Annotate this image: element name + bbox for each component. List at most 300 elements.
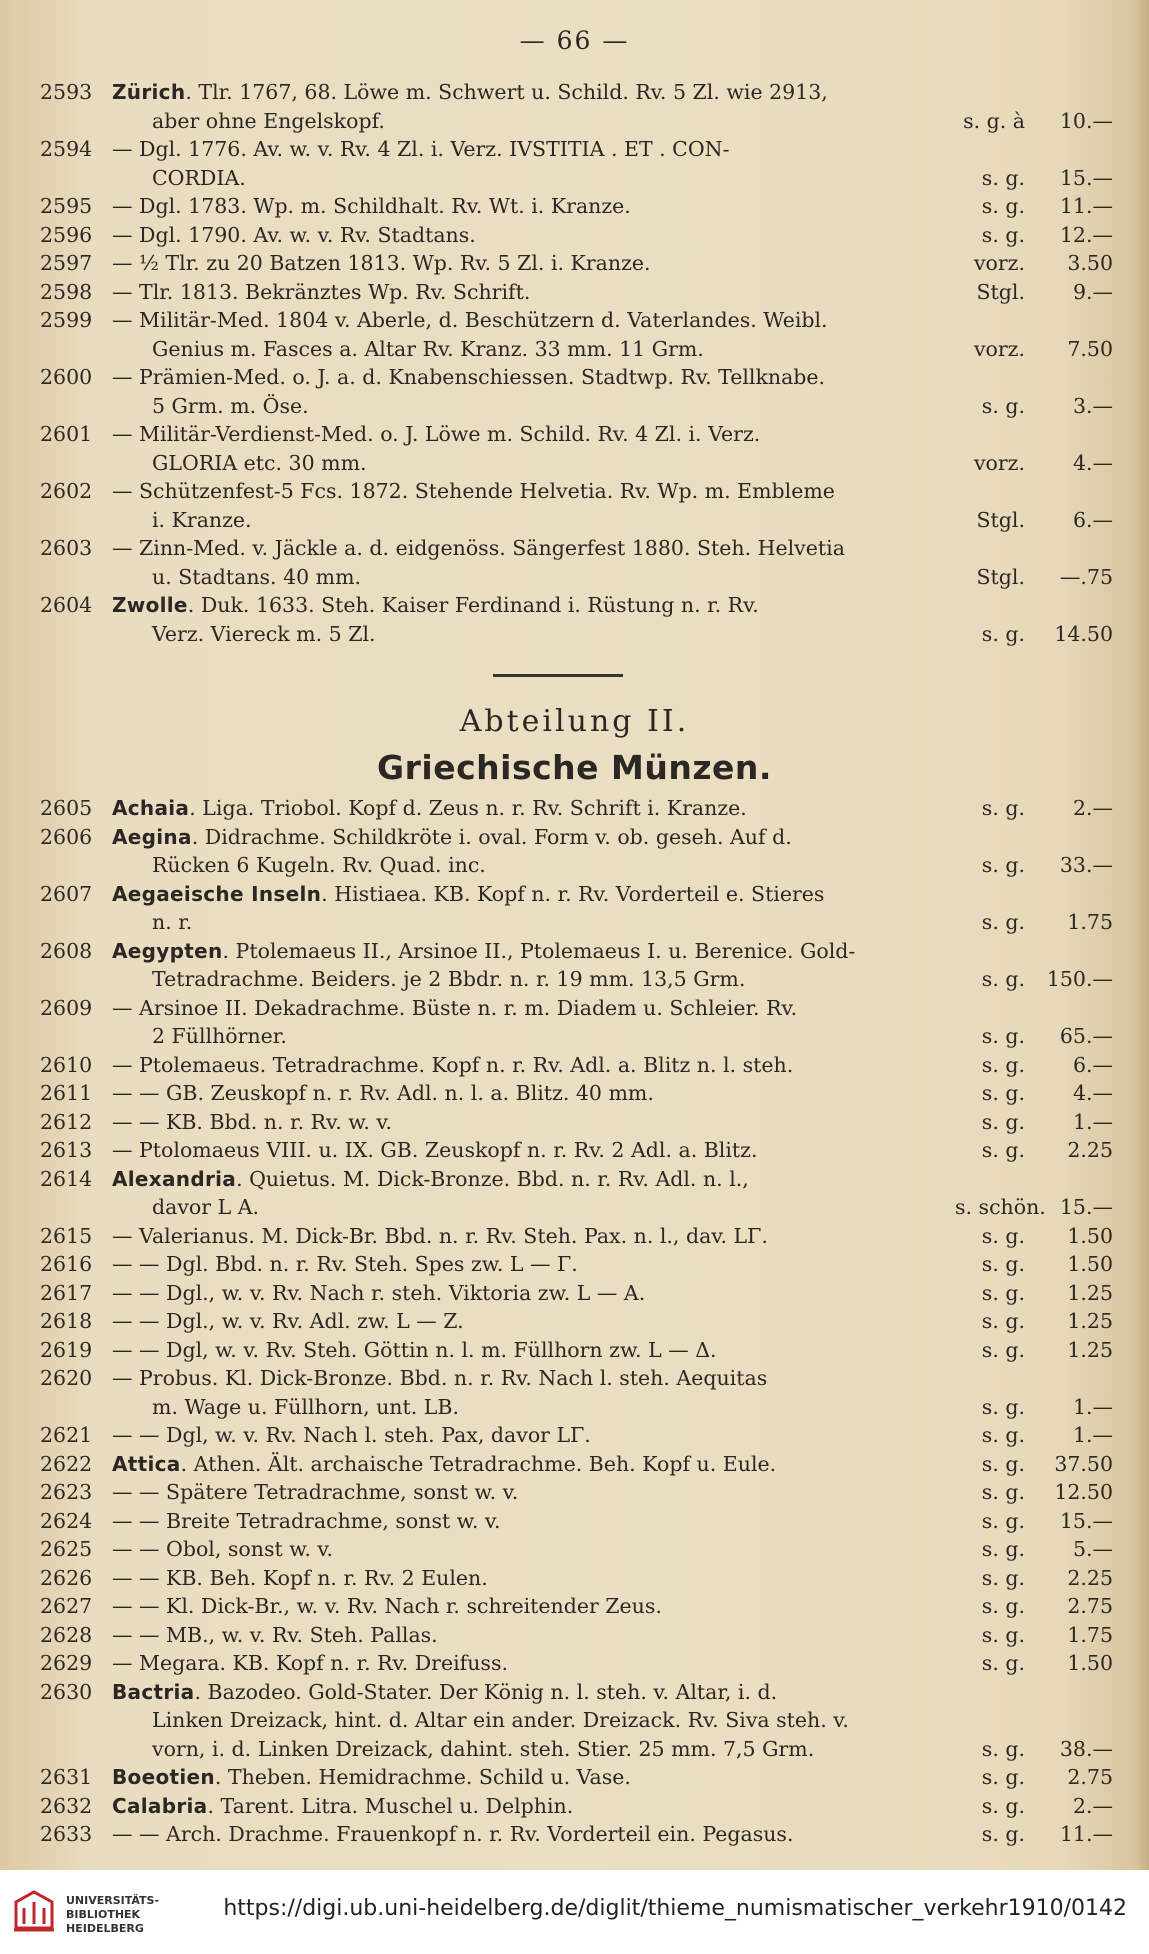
entry-number: 2600 bbox=[40, 365, 93, 389]
entry-text: Bactria. Bazodeo. Gold-Stater. Der König n. l. steh. v. Altar, i. d. bbox=[112, 1679, 778, 1704]
entry-description bbox=[112, 249, 1125, 278]
entry-line bbox=[112, 880, 1125, 909]
condition-grade: s. g. bbox=[981, 1736, 1025, 1761]
entry-text bbox=[112, 534, 955, 563]
entry-line bbox=[112, 1393, 1125, 1422]
entry-line bbox=[112, 1621, 1125, 1650]
entry-description bbox=[112, 880, 1125, 937]
entry-text bbox=[112, 1592, 955, 1621]
entry-text bbox=[112, 449, 955, 478]
condition-grade: vorz. bbox=[973, 450, 1025, 475]
entry-description bbox=[112, 1535, 1125, 1564]
entry-text bbox=[112, 107, 955, 136]
condition-grade: Stgl. bbox=[976, 564, 1025, 589]
catalog-entry bbox=[40, 1165, 1125, 1222]
catalog-entry bbox=[40, 534, 1125, 591]
entry-line bbox=[112, 823, 1125, 852]
condition-grade: s. g. bbox=[981, 1594, 1025, 1618]
condition-grade: s. g. bbox=[981, 1337, 1025, 1362]
entry-description bbox=[112, 1820, 1125, 1849]
catalog-entry bbox=[40, 1307, 1125, 1336]
entry-number: 2593 bbox=[40, 80, 93, 104]
entry-text bbox=[112, 563, 955, 592]
place-heading: Aegina bbox=[112, 824, 192, 849]
entry-line-text: — — Arch. Drachme. Frauenkopf n. r. Rv. Vorderteil ein. Pegasus. bbox=[112, 1822, 794, 1846]
entry-number: 2601 bbox=[40, 422, 93, 446]
entry-number: 2621 bbox=[40, 1423, 93, 1447]
entry-line bbox=[112, 164, 1125, 193]
entry-description bbox=[112, 306, 1125, 363]
catalog-entry bbox=[40, 1051, 1125, 1080]
entry-list-swiss bbox=[40, 78, 1125, 648]
entry-number: 2598 bbox=[40, 279, 93, 304]
entry-line-text: — Ptolomaeus VIII. u. IX. GB. Zeuskopf n. r. Rv. 2 Adl. a. Blitz. bbox=[112, 1138, 758, 1162]
entry-line-text: 5 Grm. m. Öse. bbox=[152, 393, 309, 418]
entry-description bbox=[112, 534, 1125, 591]
catalog-entry bbox=[40, 420, 1125, 477]
catalog-entry bbox=[40, 1108, 1125, 1137]
entry-line bbox=[112, 1222, 1125, 1251]
price: 38.— bbox=[1059, 1736, 1113, 1761]
entry-line bbox=[112, 449, 1125, 478]
entry-line-text: — — Dgl., w. v. Rv. Nach r. steh. Viktoria zw. L — A. bbox=[112, 1280, 646, 1305]
entry-line-text: Tetradrachme. Beiders. je 2 Bbdr. n. r. 19 mm. 13,5 Grm. bbox=[152, 967, 746, 991]
entry-text bbox=[112, 249, 955, 278]
price: 1.— bbox=[1072, 1109, 1113, 1134]
catalog-entry bbox=[40, 278, 1125, 307]
price: 15.— bbox=[1059, 1508, 1113, 1533]
entry-number: 2620 bbox=[40, 1366, 93, 1390]
entry-number: 2617 bbox=[40, 1280, 93, 1305]
condition-grade: s. g. bbox=[981, 1138, 1025, 1162]
price: 9.— bbox=[1072, 279, 1113, 304]
catalog-entry bbox=[40, 1450, 1125, 1479]
entry-number: 2603 bbox=[40, 536, 93, 560]
entry-text bbox=[112, 1136, 955, 1165]
entry-line bbox=[112, 591, 1125, 620]
catalog-entry bbox=[40, 591, 1125, 648]
entry-line bbox=[112, 1450, 1125, 1479]
entry-line bbox=[112, 1421, 1125, 1450]
catalog-entry bbox=[40, 1535, 1125, 1564]
condition-grade: vorz. bbox=[973, 251, 1025, 275]
entry-line-text: Rücken 6 Kugeln. Rv. Quad. inc. bbox=[152, 853, 486, 877]
price: 6.— bbox=[1072, 507, 1113, 532]
entry-number: 2633 bbox=[40, 1822, 93, 1846]
entry-description bbox=[112, 994, 1125, 1051]
entry-description bbox=[112, 363, 1125, 420]
entry-text: Zwolle. Duk. 1633. Steh. Kaiser Ferdinand i. Rüstung n. r. Rv. bbox=[112, 593, 759, 617]
condition-grade: s. g. bbox=[981, 1309, 1025, 1333]
entry-line-text: GLORIA etc. 30 mm. bbox=[152, 450, 367, 475]
entry-description bbox=[112, 1678, 1125, 1764]
entry-line bbox=[112, 1735, 1125, 1764]
entry-text bbox=[112, 1051, 955, 1080]
entry-number: 2607 bbox=[40, 881, 93, 906]
entry-line-text: i. Kranze. bbox=[152, 507, 252, 532]
catalog-entry bbox=[40, 1222, 1125, 1251]
entry-number: 2611 bbox=[40, 1081, 93, 1105]
entry-line bbox=[112, 392, 1125, 421]
entry-description bbox=[112, 420, 1125, 477]
entry-line-text: — Valerianus. M. Dick-Br. Bbd. n. r. Rv. Steh. Pax. n. l., dav. LΓ. bbox=[112, 1223, 768, 1248]
condition-grade: Stgl. bbox=[976, 507, 1025, 532]
entry-text bbox=[112, 1364, 955, 1393]
entry-number: 2608 bbox=[40, 938, 93, 963]
entry-description bbox=[112, 1592, 1125, 1621]
entry-description bbox=[112, 1079, 1125, 1108]
entry-line bbox=[112, 249, 1125, 278]
condition-grade: s. g. bbox=[981, 393, 1025, 418]
entry-description bbox=[112, 78, 1125, 135]
catalog-entry bbox=[40, 880, 1125, 937]
entry-text bbox=[112, 1108, 955, 1137]
price: 1.75 bbox=[1067, 1622, 1113, 1647]
condition-grade: s. g. bbox=[981, 1081, 1025, 1105]
entry-description bbox=[112, 1165, 1125, 1222]
entry-line bbox=[112, 221, 1125, 250]
catalog-entry bbox=[40, 306, 1125, 363]
entry-line bbox=[112, 192, 1125, 221]
place-heading: Zürich bbox=[112, 80, 186, 104]
condition-grade: s. g. bbox=[981, 967, 1025, 991]
condition-grade: s. g. bbox=[981, 1280, 1025, 1305]
entry-number: 2597 bbox=[40, 251, 93, 275]
condition-grade: s. g. à bbox=[963, 108, 1025, 133]
entry-text bbox=[112, 1193, 955, 1222]
entry-number: 2625 bbox=[40, 1537, 93, 1561]
condition-grade: s. g. bbox=[981, 1252, 1025, 1276]
entry-line-text: Liga. Triobol. Kopf d. Zeus n. r. Rv. Schrift i. Kranze. bbox=[202, 796, 747, 820]
entry-description bbox=[112, 1222, 1125, 1251]
entry-line bbox=[112, 1649, 1125, 1678]
entry-line bbox=[112, 1820, 1125, 1849]
entry-line-text: Quietus. M. Dick-Bronze. Bbd. n. r. Rv. Adl. n. l., bbox=[249, 1166, 749, 1191]
place-heading: Boeotien bbox=[112, 1765, 215, 1789]
entry-line-text: — Schützenfest-5 Fcs. 1872. Stehende Helvetia. Rv. Wp. m. Embleme bbox=[112, 479, 835, 503]
price: 10.— bbox=[1059, 108, 1113, 133]
entry-text bbox=[112, 477, 955, 506]
entry-line bbox=[112, 1193, 1125, 1222]
place-heading: Achaia bbox=[112, 796, 190, 820]
condition-grade: s. g. bbox=[981, 165, 1025, 190]
condition-grade: Stgl. bbox=[976, 279, 1025, 304]
catalog-entry bbox=[40, 994, 1125, 1051]
entry-text bbox=[112, 306, 955, 335]
entry-line-text: — Zinn-Med. v. Jäckle a. d. eidgenöss. Sängerfest 1880. Steh. Helvetia bbox=[112, 536, 845, 560]
entry-line-text: — Arsinoe II. Dekadrachme. Büste n. r. m. Diadem u. Schleier. Rv. bbox=[112, 995, 798, 1020]
entry-line bbox=[112, 1022, 1125, 1051]
condition-grade: s. g. bbox=[981, 1109, 1025, 1134]
catalog-entry bbox=[40, 1478, 1125, 1507]
entry-number: 2612 bbox=[40, 1109, 93, 1134]
entry-number: 2619 bbox=[40, 1337, 93, 1362]
entry-line bbox=[112, 1564, 1125, 1593]
price: 3.50 bbox=[1067, 251, 1113, 275]
entry-line-text: — Tlr. 1813. Bekränztes Wp. Rv. Schrift. bbox=[112, 279, 531, 304]
catalog-entry bbox=[40, 135, 1125, 192]
entry-line-text: Histiaea. KB. Kopf n. r. Rv. Vorderteil e. Stieres bbox=[334, 881, 825, 906]
entry-text: Aegypten. Ptolemaeus II., Arsinoe II., Ptolemaeus I. u. Berenice. Gold- bbox=[112, 938, 856, 963]
catalog-entry bbox=[40, 363, 1125, 420]
entry-line bbox=[112, 994, 1125, 1023]
entry-line-text: davor L A. bbox=[152, 1195, 260, 1219]
catalog-entry bbox=[40, 78, 1125, 135]
entry-text bbox=[112, 994, 955, 1023]
entry-text bbox=[112, 620, 955, 649]
catalog-entry bbox=[40, 221, 1125, 250]
library-logo[interactable] bbox=[10, 1888, 160, 1938]
price: 1.75 bbox=[1067, 910, 1113, 934]
entry-line-text: — ½ Tlr. zu 20 Batzen 1813. Wp. Rv. 5 Zl. i. Kranze. bbox=[112, 251, 651, 275]
price: 1.50 bbox=[1067, 1651, 1113, 1675]
entry-text bbox=[112, 1307, 955, 1336]
entry-line bbox=[112, 506, 1125, 535]
entry-line-text: 2 Füllhörner. bbox=[152, 1024, 287, 1048]
source-url-link[interactable]: https://digi.ub.uni-heidelberg.de/diglit/thieme_numismatischer_verkehr1910/0142 bbox=[223, 1896, 1127, 1921]
entry-description bbox=[112, 1564, 1125, 1593]
entry-line-text: Genius m. Fasces a. Altar Rv. Kranz. 33 mm. 11 Grm. bbox=[152, 336, 704, 361]
entry-text: Boeotien. Theben. Hemidrachme. Schild u. Vase. bbox=[112, 1765, 631, 1789]
condition-grade: s. g. bbox=[981, 1423, 1025, 1447]
entry-line bbox=[112, 563, 1125, 592]
entry-line bbox=[112, 135, 1125, 164]
catalog-entry bbox=[40, 477, 1125, 534]
entry-text bbox=[112, 1621, 955, 1650]
price: 2.75 bbox=[1067, 1594, 1113, 1618]
entry-line bbox=[112, 937, 1125, 966]
catalog-entry bbox=[40, 794, 1125, 823]
price: 2.— bbox=[1072, 1793, 1113, 1818]
entry-line-text: Theben. Hemidrachme. Schild u. Vase. bbox=[227, 1765, 631, 1789]
entry-text: Zürich. Tlr. 1767, 68. Löwe m. Schwert u. Schild. Rv. 5 Zl. wie 2913, bbox=[112, 80, 828, 104]
entry-line-text: Tarent. Litra. Muschel u. Delphin. bbox=[220, 1793, 574, 1818]
entry-description bbox=[112, 477, 1125, 534]
entry-line-text: Athen. Ält. archaische Tetradrachme. Beh. Kopf u. Eule. bbox=[193, 1451, 777, 1476]
entry-text bbox=[112, 221, 955, 250]
page-number: — 66 — bbox=[519, 26, 630, 55]
condition-grade: s. g. bbox=[981, 910, 1025, 934]
entry-number: 2602 bbox=[40, 479, 93, 503]
entry-number: 2599 bbox=[40, 308, 93, 332]
entry-line-text: — — KB. Beh. Kopf n. r. Rv. 2 Eulen. bbox=[112, 1565, 488, 1590]
entry-number: 2609 bbox=[40, 995, 93, 1020]
entry-number: 2622 bbox=[40, 1451, 93, 1476]
entry-description bbox=[112, 192, 1125, 221]
place-heading: Zwolle bbox=[112, 593, 188, 617]
footer-bar bbox=[0, 1870, 1149, 1954]
price: 33.— bbox=[1059, 853, 1113, 877]
entry-line-text: Verz. Viereck m. 5 Zl. bbox=[152, 621, 376, 646]
entry-text bbox=[112, 1507, 955, 1536]
entry-text bbox=[112, 1079, 955, 1108]
entry-text bbox=[112, 1022, 955, 1051]
entry-description bbox=[112, 1621, 1125, 1650]
entry-line bbox=[112, 1507, 1125, 1536]
library-name: UNIVERSITÄTS- BIBLIOTHEK HEIDELBERG bbox=[66, 1894, 160, 1935]
entry-line-text: Didrachme. Schildkröte i. oval. Form v. ob. geseh. Auf d. bbox=[204, 824, 792, 849]
entry-line-text: u. Stadtans. 40 mm. bbox=[152, 564, 362, 589]
entry-line-text: — Probus. Kl. Dick-Bronze. Bbd. n. r. Rv. Nach l. steh. Aequitas bbox=[112, 1366, 768, 1390]
condition-grade: s. g. bbox=[981, 1565, 1025, 1590]
condition-grade: s. g. bbox=[981, 222, 1025, 247]
catalog-entry bbox=[40, 937, 1125, 994]
catalog-entry bbox=[40, 249, 1125, 278]
catalog-entry bbox=[40, 1820, 1125, 1849]
entry-number: 2604 bbox=[40, 593, 93, 617]
entry-text bbox=[112, 1820, 955, 1849]
entry-line bbox=[112, 1250, 1125, 1279]
price: —.75 bbox=[1059, 564, 1113, 589]
price: 5.— bbox=[1072, 1537, 1113, 1561]
price: 3.— bbox=[1072, 393, 1113, 418]
entry-line bbox=[112, 1706, 1125, 1735]
catalog-entry bbox=[40, 1763, 1125, 1792]
condition-grade: s. g. bbox=[981, 1793, 1025, 1818]
entry-text bbox=[112, 965, 955, 994]
condition-grade: s. g. bbox=[981, 1394, 1025, 1419]
entry-text bbox=[112, 1279, 955, 1308]
entry-text bbox=[112, 192, 955, 221]
entry-text: Alexandria. Quietus. M. Dick-Bronze. Bbd. n. r. Rv. Adl. n. l., bbox=[112, 1166, 749, 1191]
entry-line bbox=[112, 1535, 1125, 1564]
entry-number: 2630 bbox=[40, 1679, 93, 1704]
entry-line bbox=[112, 965, 1125, 994]
price: 1.25 bbox=[1067, 1280, 1113, 1305]
entry-line-text: Ptolemaeus II., Arsinoe II., Ptolemaeus I. u. Berenice. Gold- bbox=[235, 938, 856, 963]
entry-line-text: — — Dgl, w. v. Rv. Nach l. steh. Pax, davor LΓ. bbox=[112, 1423, 591, 1447]
entry-number: 2615 bbox=[40, 1223, 93, 1248]
entry-line-text: Bazodeo. Gold-Stater. Der König n. l. steh. v. Altar, i. d. bbox=[207, 1679, 778, 1704]
entry-line-text: — Dgl. 1783. Wp. m. Schildhalt. Rv. Wt. i. Kranze. bbox=[112, 194, 631, 218]
entry-number: 2631 bbox=[40, 1765, 93, 1789]
entry-text: Aegaeische Inseln. Histiaea. KB. Kopf n. r. Rv. Vorderteil e. Stieres bbox=[112, 881, 825, 906]
page-edge bbox=[1135, 0, 1149, 1870]
entry-text bbox=[112, 506, 955, 535]
entry-description bbox=[112, 1336, 1125, 1365]
price: 15.— bbox=[1059, 165, 1113, 190]
catalog-entry bbox=[40, 1336, 1125, 1365]
entry-number: 2626 bbox=[40, 1565, 93, 1590]
entry-line-text: — — Breite Tetradrachme, sonst w. v. bbox=[112, 1508, 501, 1533]
entry-number: 2624 bbox=[40, 1508, 93, 1533]
entry-number: 2618 bbox=[40, 1309, 93, 1333]
entry-text bbox=[112, 278, 955, 307]
price: 11.— bbox=[1059, 194, 1113, 218]
price: 2.75 bbox=[1067, 1765, 1113, 1789]
entry-number: 2627 bbox=[40, 1594, 93, 1618]
entry-text bbox=[112, 1706, 955, 1735]
condition-grade: s. g. bbox=[981, 1508, 1025, 1533]
entry-number: 2616 bbox=[40, 1252, 93, 1276]
entry-description bbox=[112, 221, 1125, 250]
section-subtitle: Griechische Münzen. bbox=[377, 748, 772, 787]
entry-line bbox=[112, 534, 1125, 563]
price: 7.50 bbox=[1067, 336, 1113, 361]
entry-line-text: — Prämien-Med. o. J. a. d. Knabenschiessen. Stadtwp. Rv. Tellknabe. bbox=[112, 365, 826, 389]
condition-grade: s. g. bbox=[981, 1480, 1025, 1504]
condition-grade: s. g. bbox=[981, 1622, 1025, 1647]
entry-line bbox=[112, 420, 1125, 449]
catalog-entry bbox=[40, 1279, 1125, 1308]
entry-description bbox=[112, 1507, 1125, 1536]
entry-line bbox=[112, 851, 1125, 880]
condition-grade: s. g. bbox=[981, 1024, 1025, 1048]
price: 1.25 bbox=[1067, 1337, 1113, 1362]
entry-line-text: Linken Dreizack, hint. d. Altar ein ander. Dreizack. Rv. Siva steh. v. bbox=[152, 1708, 849, 1732]
entry-text bbox=[112, 1336, 955, 1365]
catalog-entry bbox=[40, 1136, 1125, 1165]
entry-text: Aegina. Didrachme. Schildkröte i. oval. Form v. ob. geseh. Auf d. bbox=[112, 824, 792, 849]
entry-description bbox=[112, 1307, 1125, 1336]
price: 1.25 bbox=[1067, 1309, 1113, 1333]
entry-line-text: — — GB. Zeuskopf n. r. Rv. Adl. n. l. a. Blitz. 40 mm. bbox=[112, 1081, 654, 1105]
entry-line bbox=[112, 794, 1125, 823]
price: 11.— bbox=[1059, 1822, 1113, 1846]
entry-text bbox=[112, 335, 955, 364]
entry-number: 2628 bbox=[40, 1622, 93, 1647]
entry-line bbox=[112, 908, 1125, 937]
entry-line bbox=[112, 1307, 1125, 1336]
condition-grade: s. g. bbox=[981, 1651, 1025, 1675]
entry-line-text: n. r. bbox=[152, 910, 193, 934]
place-heading: Bactria bbox=[112, 1679, 195, 1704]
entry-number: 2623 bbox=[40, 1480, 93, 1504]
condition-grade: s. g. bbox=[981, 1537, 1025, 1561]
catalog-entry bbox=[40, 1364, 1125, 1421]
entry-description bbox=[112, 1450, 1125, 1479]
entry-text bbox=[112, 1421, 955, 1450]
entry-text bbox=[112, 135, 955, 164]
entry-text bbox=[112, 1222, 955, 1251]
entry-line bbox=[112, 363, 1125, 392]
entry-line bbox=[112, 1792, 1125, 1821]
condition-grade: s. g. bbox=[981, 1822, 1025, 1846]
entry-line-text: — Militär-Verdienst-Med. o. J. Löwe m. Schild. Rv. 4 Zl. i. Verz. bbox=[112, 422, 761, 446]
entry-list-greek bbox=[40, 794, 1125, 1849]
entry-text bbox=[112, 908, 955, 937]
catalog-entry bbox=[40, 1792, 1125, 1821]
condition-grade: s. g. bbox=[981, 194, 1025, 218]
entry-number: 2632 bbox=[40, 1793, 93, 1818]
entry-line-text: — Ptolemaeus. Tetradrachme. Kopf n. r. Rv. Adl. a. Blitz n. l. steh. bbox=[112, 1052, 794, 1077]
entry-text bbox=[112, 392, 955, 421]
entry-line bbox=[112, 477, 1125, 506]
entry-line-text: — Militär-Med. 1804 v. Aberle, d. Beschützern d. Vaterlandes. Weibl. bbox=[112, 308, 828, 332]
entry-text bbox=[112, 164, 955, 193]
entry-line bbox=[112, 1279, 1125, 1308]
place-heading: Aegaeische Inseln bbox=[112, 881, 322, 906]
entry-line bbox=[112, 1678, 1125, 1707]
entry-line-text: — — Obol, sonst w. v. bbox=[112, 1537, 334, 1561]
entry-number: 2595 bbox=[40, 194, 93, 218]
entry-description bbox=[112, 937, 1125, 994]
catalog-entry bbox=[40, 192, 1125, 221]
entry-line bbox=[112, 335, 1125, 364]
entry-line bbox=[112, 278, 1125, 307]
entry-description bbox=[112, 1364, 1125, 1421]
entry-description bbox=[112, 278, 1125, 307]
entry-line bbox=[112, 1136, 1125, 1165]
entry-text bbox=[112, 363, 955, 392]
entry-line bbox=[112, 1364, 1125, 1393]
entry-description bbox=[112, 1792, 1125, 1821]
catalog-entry bbox=[40, 1592, 1125, 1621]
catalog-entry bbox=[40, 1507, 1125, 1536]
entry-number: 2606 bbox=[40, 824, 93, 849]
condition-grade: s. g. bbox=[981, 1451, 1025, 1476]
price: 150.— bbox=[1046, 967, 1113, 991]
